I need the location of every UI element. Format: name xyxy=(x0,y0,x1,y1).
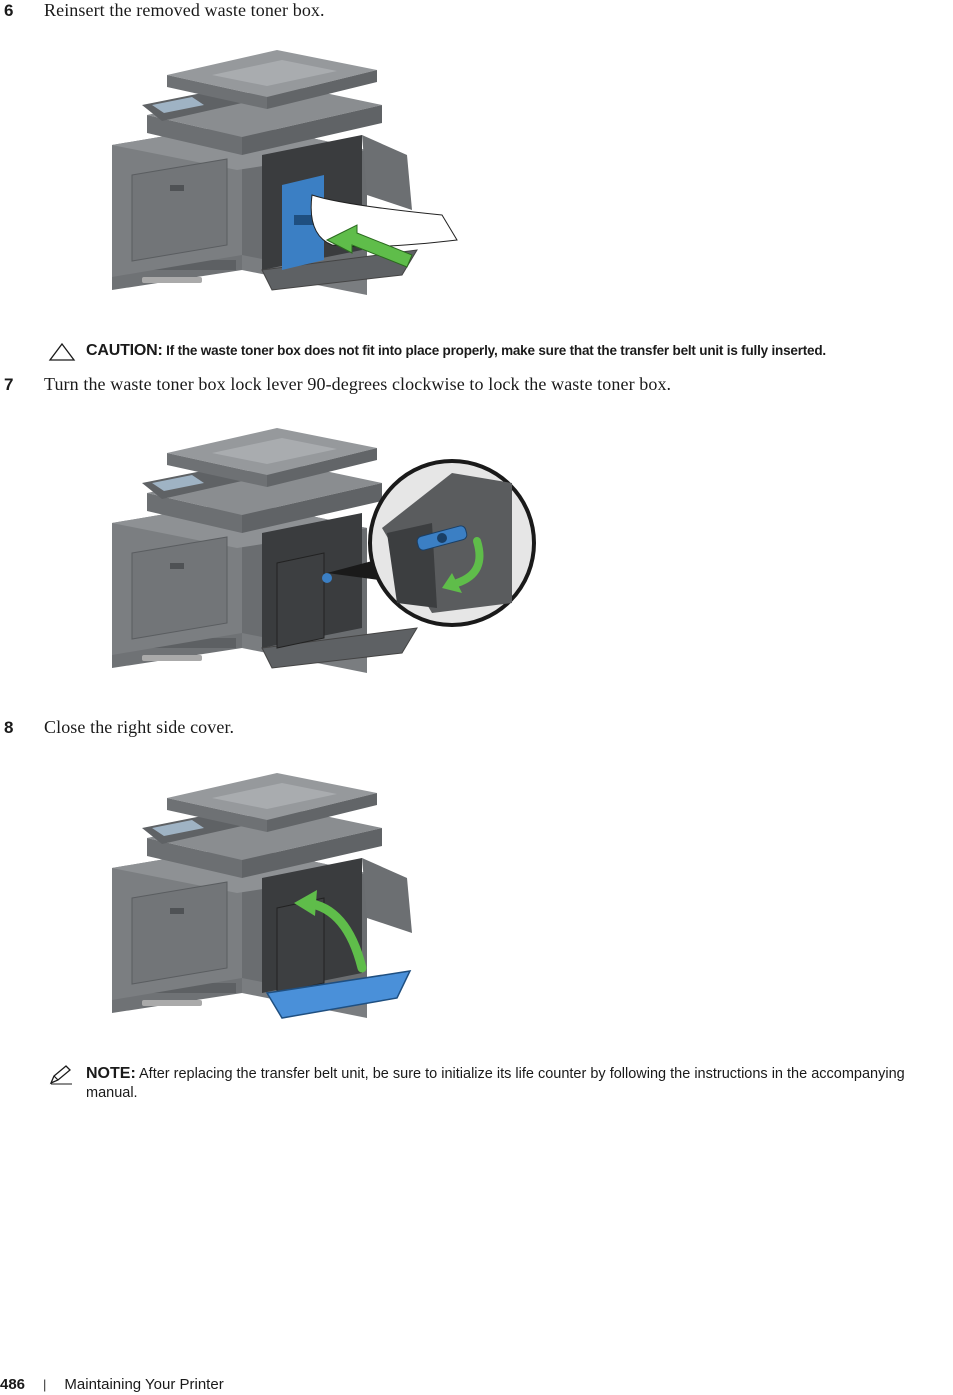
footer-separator: | xyxy=(43,1377,47,1392)
step-text: Reinsert the removed waste toner box. xyxy=(44,0,325,20)
section-title: Maintaining Your Printer xyxy=(64,1376,224,1393)
step-number: 6 xyxy=(4,1,14,20)
caution-label: CAUTION: xyxy=(86,342,163,359)
page-footer xyxy=(0,1376,224,1393)
step-number: 8 xyxy=(4,718,14,737)
caution-notice xyxy=(48,342,953,364)
page-number: 486 xyxy=(0,1376,26,1393)
note-label: NOTE: xyxy=(86,1065,136,1082)
step-6 xyxy=(0,0,325,21)
step-number: 7 xyxy=(4,375,14,394)
note-body xyxy=(86,1064,926,1103)
caution-text: If the waste toner box does not fit into place properly, make sure that the transfer belt unit is fully inserted. xyxy=(162,343,826,358)
note-text: After replacing the transfer belt unit, be sure to initialize its life counter by following the instructions in the accompanying manual. xyxy=(86,1066,905,1101)
pencil-note-icon xyxy=(48,1064,74,1086)
printer-illustration-insert-toner-box xyxy=(112,45,472,337)
caution-triangle-icon xyxy=(48,342,76,362)
step-text: Turn the waste toner box lock lever 90-degrees clockwise to lock the waste toner box. xyxy=(44,374,672,394)
step-text: Close the right side cover. xyxy=(44,717,235,737)
printer-illustration-close-cover xyxy=(112,768,422,1056)
caution-body xyxy=(86,342,826,360)
printer-illustration-lock-lever xyxy=(112,423,542,703)
step-8 xyxy=(0,717,234,738)
note-notice xyxy=(48,1064,928,1106)
step-7 xyxy=(0,374,671,395)
